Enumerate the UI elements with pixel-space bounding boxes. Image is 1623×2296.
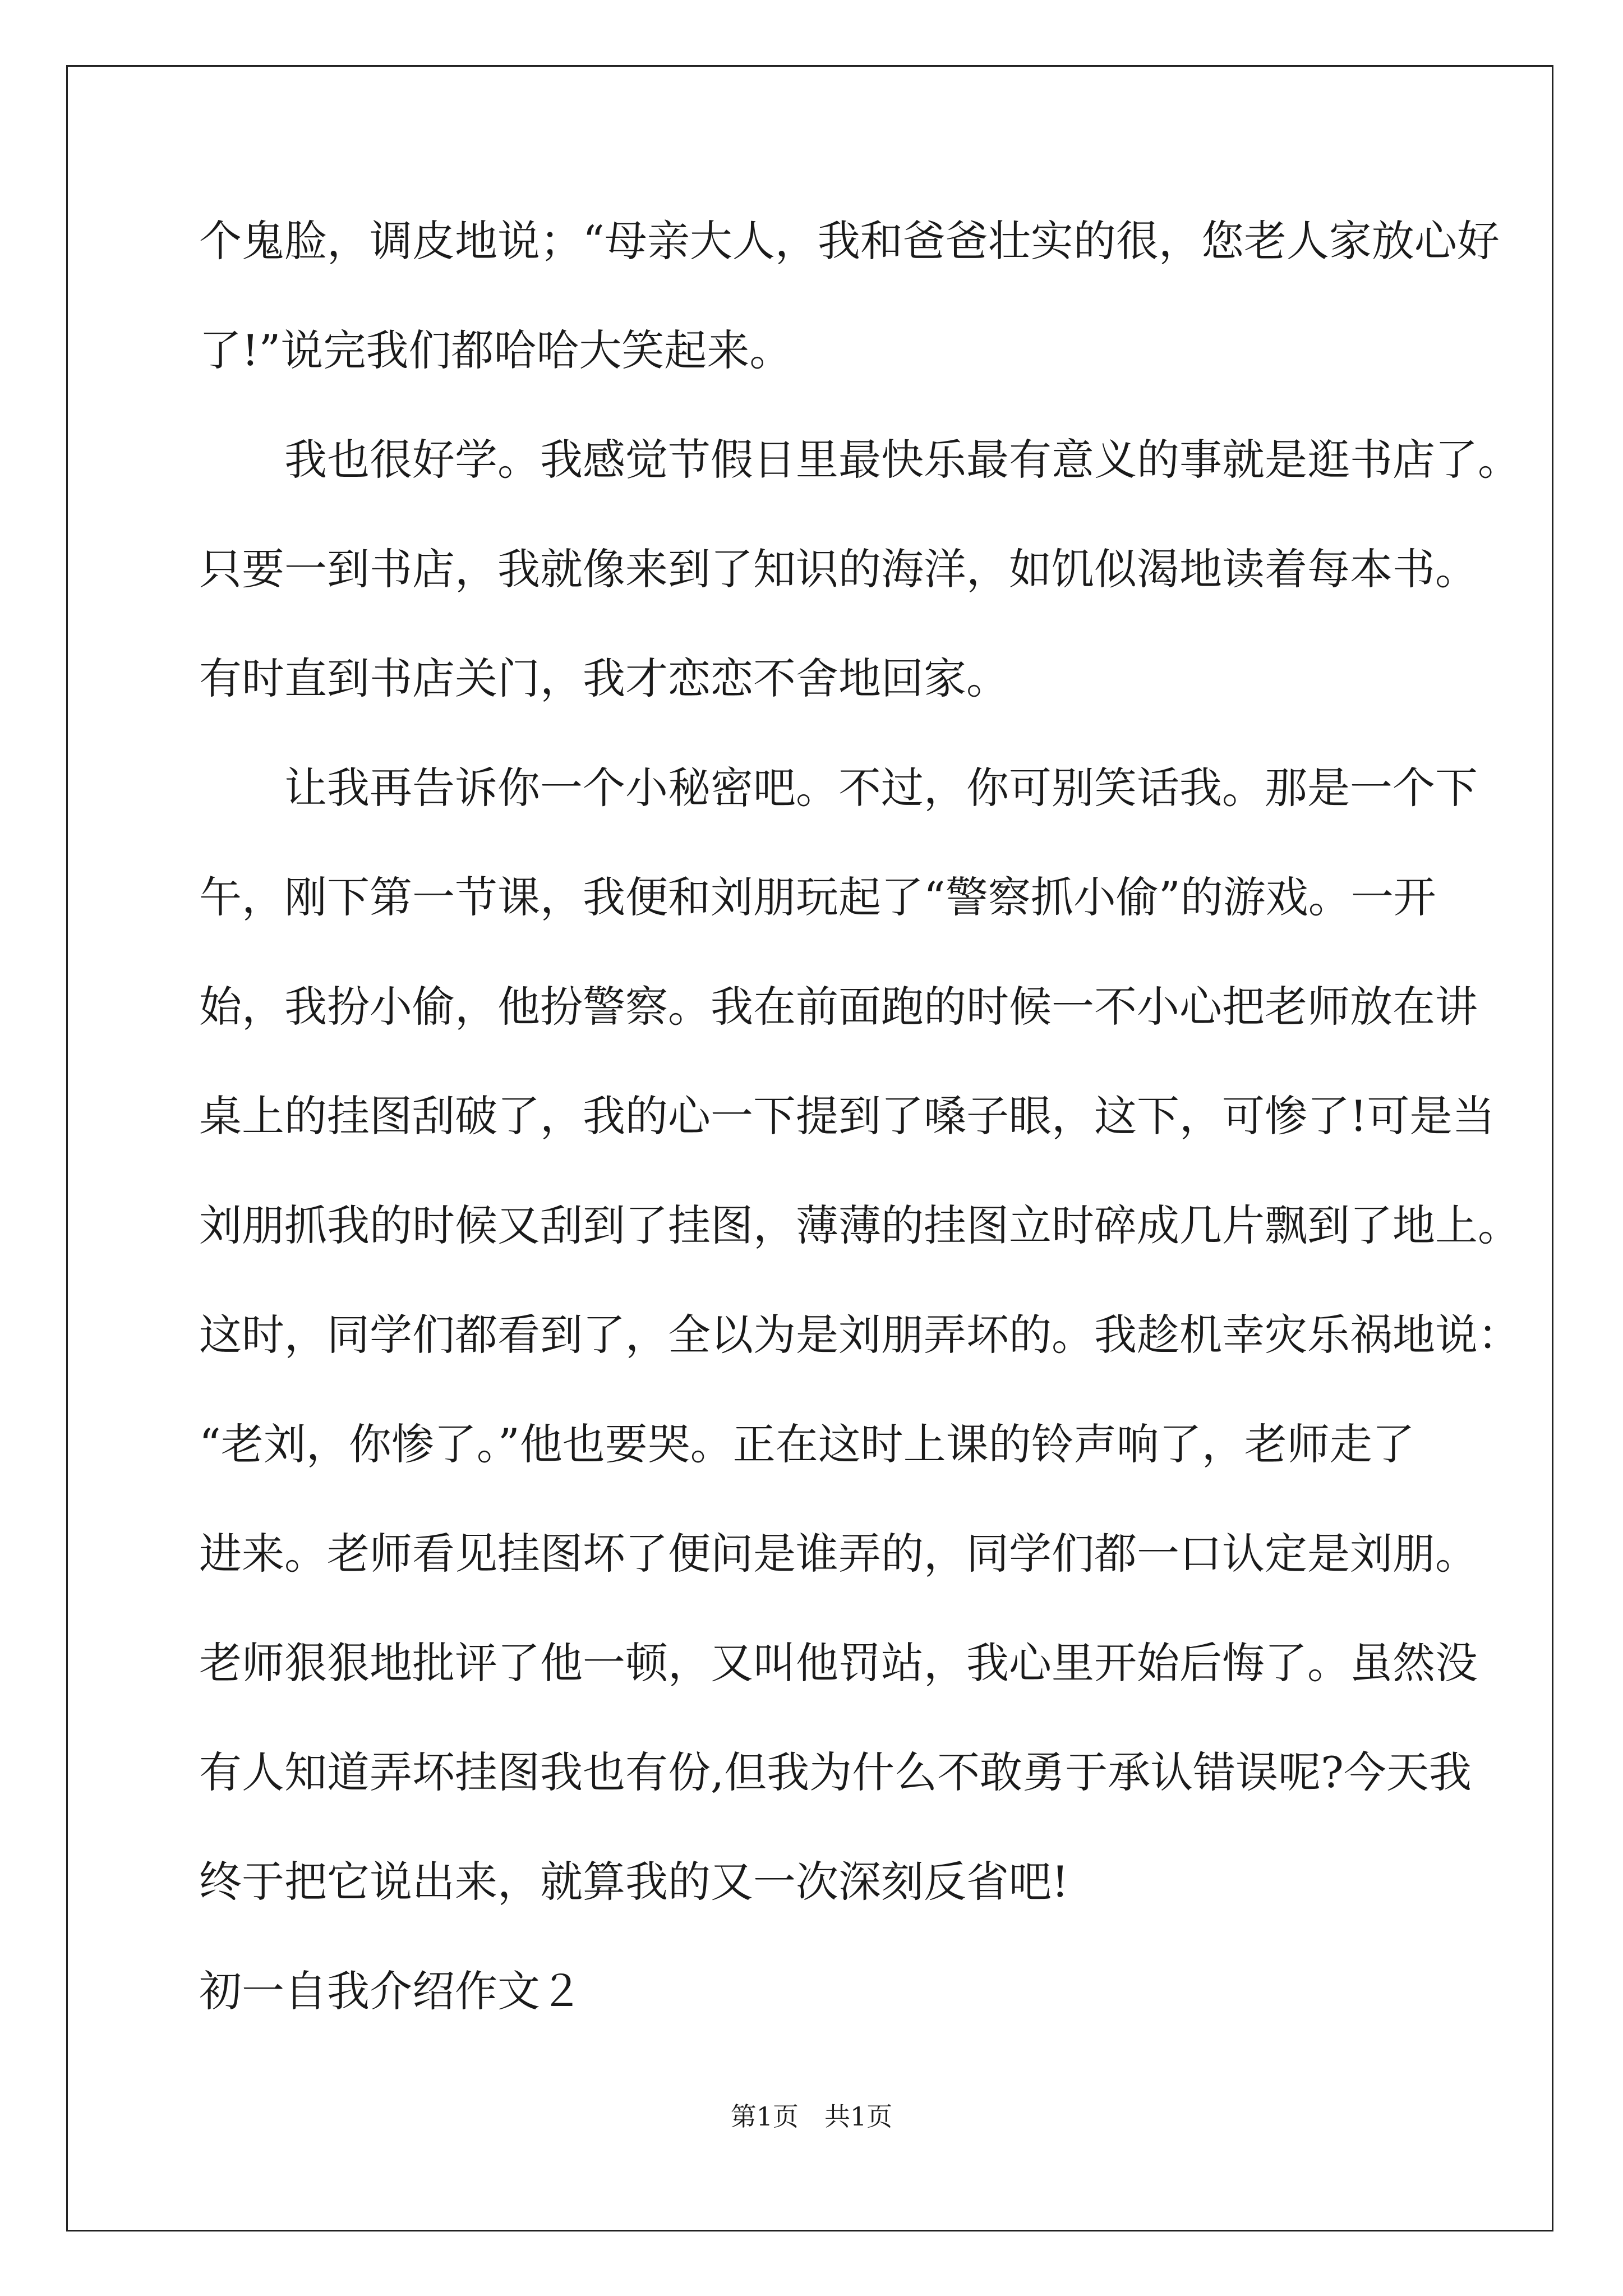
document-body	[199, 216, 1520, 2016]
text-line: 这时，同学们都看到了，全以为是刘朋弄坏的。我趁机幸灾乐祸地说：	[199, 1310, 1520, 1360]
text-line: 老师狠狠地批评了他一顿，又叫他罚站，我心里开始后悔了。虽然没	[199, 1638, 1478, 1688]
section-heading: 初一自我介绍作文２	[199, 1966, 583, 2016]
text-line: 进来。老师看见挂图坏了便问是谁弄的，同学们都一口认定是刘朋。	[199, 1529, 1478, 1579]
text-line: “老刘，你惨了。”他也要哭。正在这时上课的铃声响了，老师走了	[199, 1419, 1415, 1469]
page-number-footer: 第1页 共1页	[730, 2101, 893, 2132]
text-line: 终于把它说出来，就算我的又一次深刻反省吧!	[199, 1857, 1069, 1907]
text-line: 刘朋抓我的时候又刮到了挂图，薄薄的挂图立时碎成几片飘到了地上。	[199, 1200, 1520, 1250]
text-line: 桌上的挂图刮破了，我的心一下提到了嗓子眼，这下，可惨了!可是当	[199, 1091, 1495, 1141]
text-line: 午，刚下第一节课，我便和刘朋玩起了“警察抓小偷”的游戏。一开	[199, 872, 1436, 922]
text-line: 我也很好学。我感觉节假日里最快乐最有意义的事就是逛书店了。	[199, 435, 1520, 485]
text-line: 个鬼脸，调皮地说；“母亲大人，我和爸爸壮实的很，您老人家放心好	[199, 216, 1500, 266]
text-line: 始，我扮小偷，他扮警察。我在前面跑的时候一不小心把老师放在讲	[199, 982, 1478, 1032]
text-line: 只要一到书店，我就像来到了知识的海洋，如饥似渴地读着每本书。	[199, 544, 1478, 594]
text-line: 让我再告诉你一个小秘密吧。不过，你可别笑话我。那是一个下	[199, 763, 1478, 813]
text-line: 有时直到书店关门，我才恋恋不舍地回家。	[199, 654, 1009, 703]
text-line: 了!”说完我们都哈哈大笑起来。	[199, 325, 792, 375]
text-line: 有人知道弄坏挂图我也有份,但我为什么不敢勇于承认错误呢?今天我	[199, 1747, 1472, 1797]
